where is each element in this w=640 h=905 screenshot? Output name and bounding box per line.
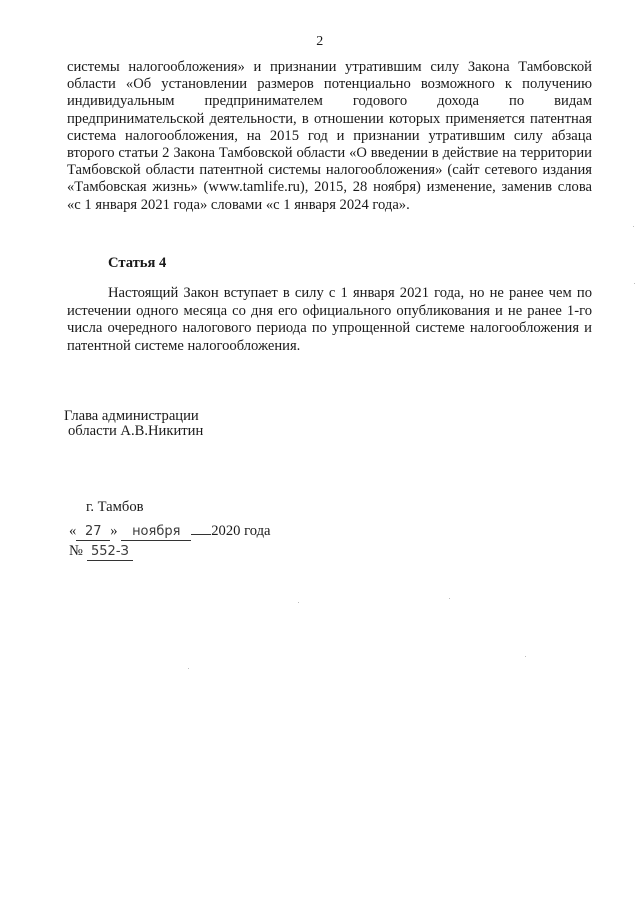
scan-speck: [634, 283, 635, 284]
signature-title: Глава администрации: [64, 408, 199, 424]
scan-speck: [298, 602, 299, 603]
date-close-quote: »: [110, 523, 118, 539]
date-day: 27: [76, 524, 110, 541]
place-date-block: [69, 496, 271, 562]
paragraph-entry-into-force: Настоящий Закон вступает в силу с 1 января 2021 года, но не ранее чем по истечении одного месяца со дня его официального опубликования и не ранее 1-го числа очередного налогового периода по упрощенной системе налогообложения и патентной системе налогообложения.: [67, 285, 592, 354]
date-year: 2020 года: [211, 523, 271, 539]
signature-block: [64, 409, 203, 439]
scan-speck: [449, 598, 450, 599]
date-month: ноября: [121, 524, 191, 541]
signing-date: [69, 518, 271, 540]
place-of-signing: г. Тамбов: [86, 499, 144, 515]
law-number: [69, 540, 271, 562]
paragraph-amendment: системы налогообложения» и признании утратившим силу Закона Тамбовской области «Об установлении размеров потенциально возможного к получению индивидуальным предпринимателем годового дохода по видам предпринимательской деятельности, в отношении которых применяется патентная система налогообложения, на 2015 год и признании утратившим силу абзаца второго статьи 2 Закона Тамбовской области «О введении в действие на территории Тамбовской области патентной системы налогообложения» (сайт сетевого издания «Тамбовская жизнь» (www.tamlife.ru), 2015, 28 ноября) изменение, заменив слова «с 1 января 2021 года» словами «с 1 января 2024 года».: [67, 59, 592, 213]
page-number: 2: [316, 34, 324, 49]
date-blank-line: [191, 518, 211, 535]
number-sign: №: [69, 543, 83, 559]
article-heading: Статья 4: [108, 255, 167, 271]
date-open-quote: «: [69, 523, 77, 539]
number-value: 552-З: [87, 544, 133, 561]
scan-speck: [633, 226, 634, 227]
signature-name: области А.В.Никитин: [68, 423, 204, 439]
scan-speck: [525, 656, 526, 657]
scan-speck: [188, 668, 189, 669]
